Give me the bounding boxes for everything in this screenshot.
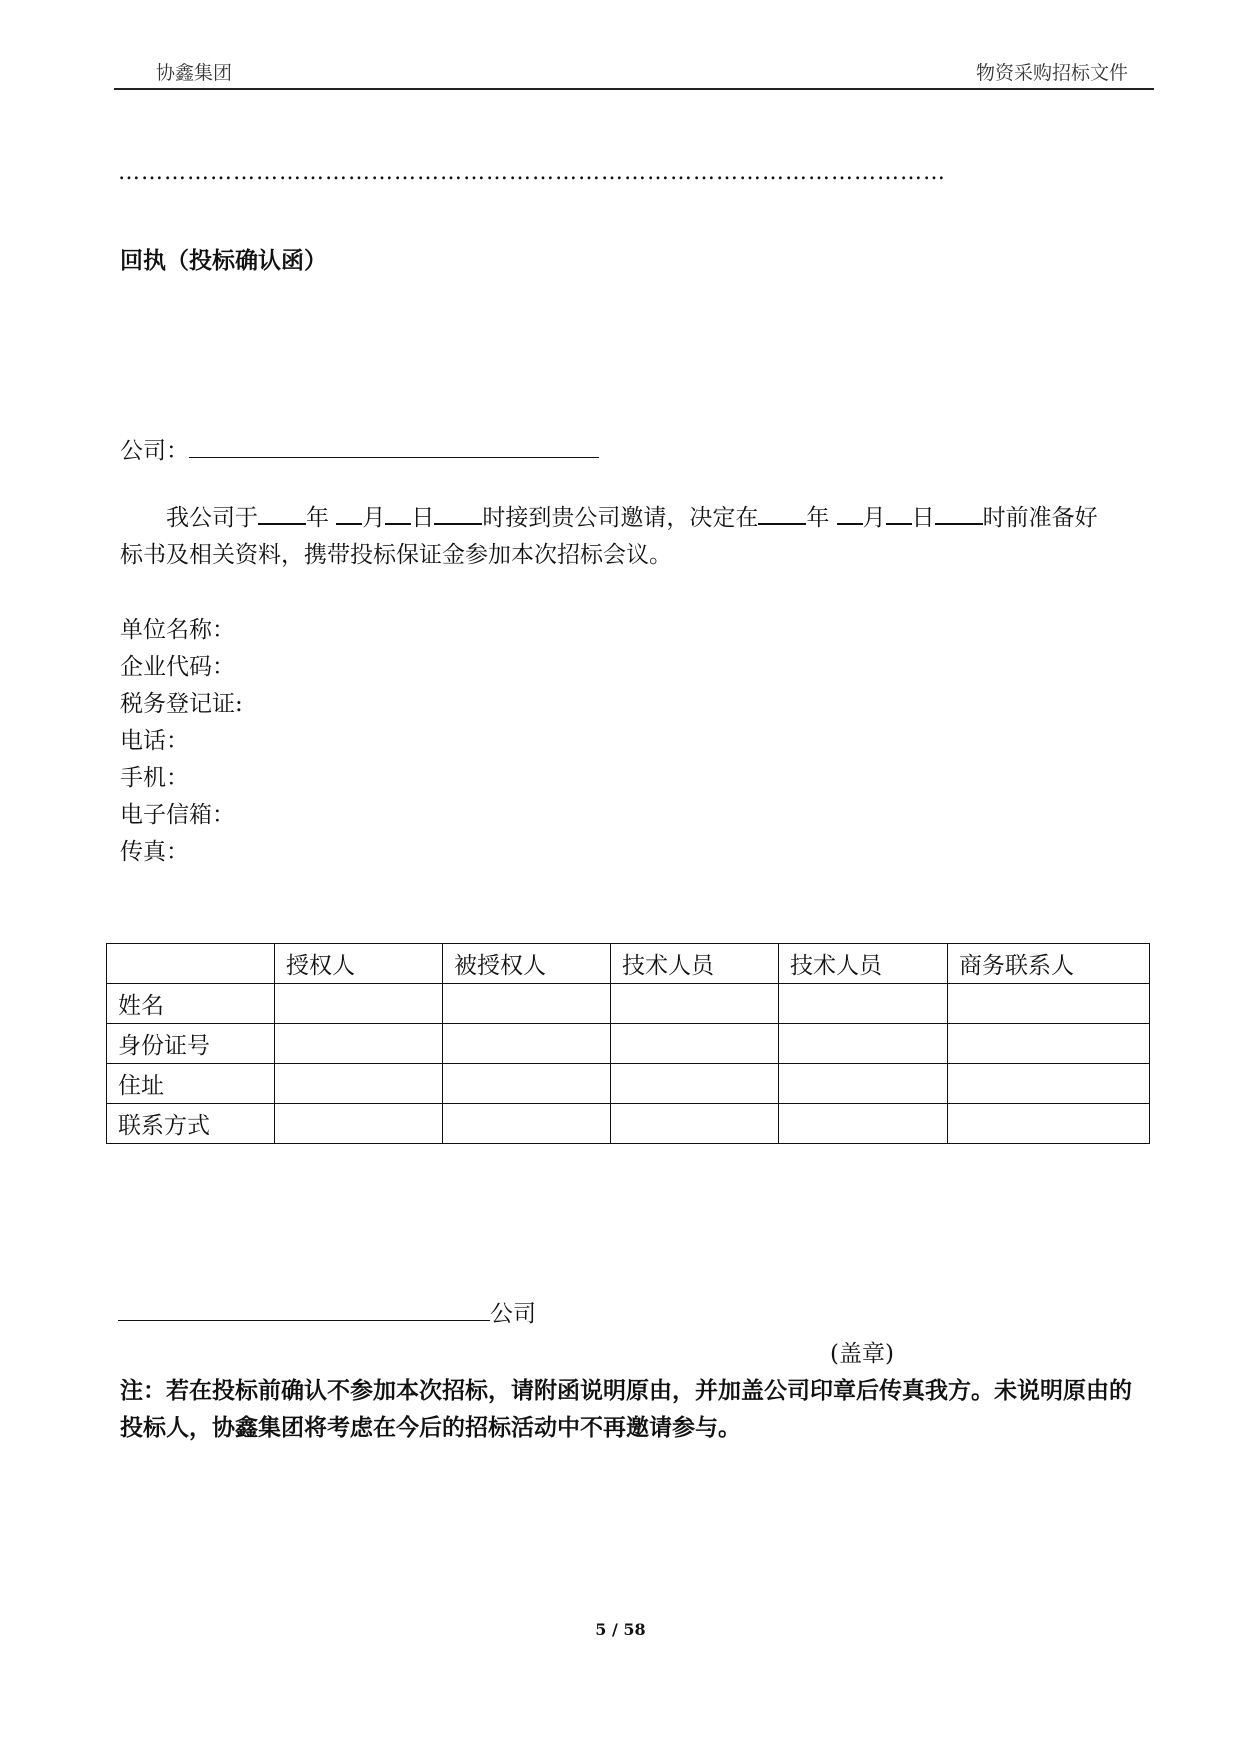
- hour-blank-2[interactable]: [935, 501, 983, 525]
- table-cell[interactable]: [443, 1064, 611, 1104]
- month-blank-2[interactable]: [837, 501, 863, 525]
- page-number: 5 / 58: [595, 1620, 646, 1639]
- table-header-cell: 商务联系人: [948, 944, 1150, 984]
- confirmation-paragraph: [120, 500, 1165, 574]
- company-label: 公司：: [120, 438, 189, 464]
- signature-line: [118, 1295, 536, 1328]
- dotted-separator: ………………………………………………………………………………………………: [118, 160, 946, 185]
- para-day-2: 日: [911, 505, 935, 531]
- field-unit-name: 单位名称：: [120, 617, 235, 643]
- year-blank-2[interactable]: [758, 501, 806, 525]
- table-row: [107, 1104, 1150, 1144]
- table-cell[interactable]: [275, 1104, 443, 1144]
- table-cell[interactable]: [275, 1064, 443, 1104]
- info-fields: [120, 612, 243, 871]
- table-cell[interactable]: [443, 1104, 611, 1144]
- table-cell[interactable]: [779, 1064, 948, 1104]
- para-day-1: 日: [411, 505, 435, 531]
- row-label: 身份证号: [107, 1024, 275, 1064]
- document-title: 回执（投标确认函）: [120, 247, 327, 274]
- para-text-2: 时接到贵公司邀请，决定在: [482, 505, 759, 531]
- table-cell[interactable]: [443, 984, 611, 1024]
- row-label: 住址: [107, 1064, 275, 1104]
- para-line-2: 标书及相关资料，携带投标保证金参加本次招标会议。: [120, 542, 672, 568]
- table-cell[interactable]: [275, 984, 443, 1024]
- signature-company-blank[interactable]: [118, 1298, 490, 1321]
- table-cell[interactable]: [611, 1104, 779, 1144]
- para-text-3: 时前准备好: [982, 505, 1098, 531]
- table-row: [107, 984, 1150, 1024]
- personnel-table: [106, 943, 1150, 1144]
- table-cell[interactable]: [948, 1064, 1150, 1104]
- field-enterprise-code: 企业代码：: [120, 654, 235, 680]
- table-cell[interactable]: [443, 1024, 611, 1064]
- para-year-1: 年: [306, 505, 329, 531]
- row-label: 姓名: [107, 984, 275, 1024]
- signature-company-suffix: 公司: [490, 1301, 536, 1327]
- company-line: [120, 432, 599, 465]
- company-blank[interactable]: [189, 435, 599, 458]
- day-blank-1[interactable]: [385, 501, 411, 525]
- table-header-cell: 被授权人: [443, 944, 611, 984]
- row-label: 联系方式: [107, 1104, 275, 1144]
- para-month-2: 月: [862, 505, 886, 531]
- field-tax-registration: 税务登记证:: [120, 691, 243, 717]
- table-header-cell: [107, 944, 275, 984]
- para-month-1: 月: [362, 505, 386, 531]
- table-cell[interactable]: [611, 1064, 779, 1104]
- table-row: [107, 1024, 1150, 1064]
- field-mobile: 手机：: [120, 765, 189, 791]
- table-cell[interactable]: [948, 1024, 1150, 1064]
- table-cell[interactable]: [611, 1024, 779, 1064]
- table-header-cell: 技术人员: [779, 944, 948, 984]
- note-text: 注：若在投标前确认不参加本次招标，请附函说明原由，并加盖公司印章后传真我方。未说明原由的投标人，协鑫集团将考虑在今后的招标活动中不再邀请参与。: [120, 1377, 1132, 1441]
- para-year-2: 年: [806, 505, 830, 531]
- table-header-cell: 授权人: [275, 944, 443, 984]
- table-cell[interactable]: [779, 984, 948, 1024]
- table-cell[interactable]: [779, 1104, 948, 1144]
- table-cell[interactable]: [611, 984, 779, 1024]
- year-blank-1[interactable]: [258, 501, 306, 525]
- seal-label: (盖章): [830, 1341, 894, 1367]
- header-right-document-title: 物资采购招标文件: [975, 62, 1128, 84]
- table-cell[interactable]: [275, 1024, 443, 1064]
- table-cell[interactable]: [948, 984, 1150, 1024]
- table-header-row: [107, 944, 1150, 984]
- table-cell[interactable]: [948, 1104, 1150, 1144]
- header-rule: [114, 88, 1154, 90]
- day-blank-2[interactable]: [886, 501, 912, 525]
- para-text-1: 我公司于: [166, 505, 258, 531]
- table-row: [107, 1064, 1150, 1104]
- field-telephone: 电话：: [120, 728, 189, 754]
- month-blank-1[interactable]: [336, 501, 362, 525]
- table-cell[interactable]: [779, 1024, 948, 1064]
- field-fax: 传真：: [120, 839, 189, 865]
- table-header-cell: 技术人员: [611, 944, 779, 984]
- hour-blank-1[interactable]: [434, 501, 482, 525]
- field-email: 电子信箱：: [120, 802, 235, 828]
- header-left-company: 协鑫集团: [156, 62, 233, 84]
